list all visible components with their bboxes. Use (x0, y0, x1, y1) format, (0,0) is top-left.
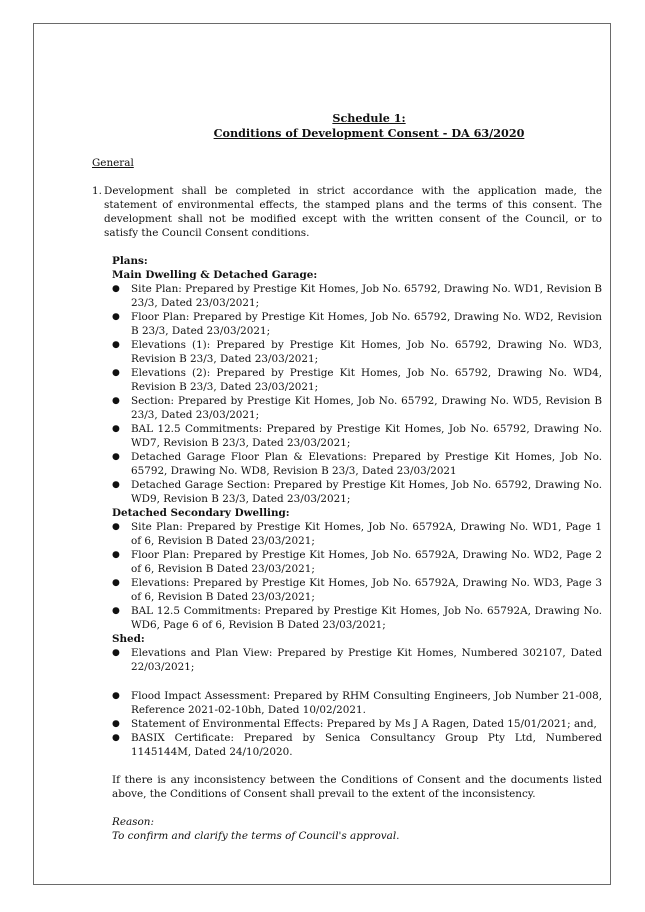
list-item-text: Elevations and Plan View: Prepared by Prestige Kit Homes, Numbered 302107, Dated 22/03/2021; (131, 647, 602, 673)
condition-1 (92, 184, 602, 240)
list-item-text: BASIX Certificate: Prepared by Senica Consultancy Group Pty Ltd, Numbered 1145144M, Dated 24/10/2020. (131, 732, 602, 758)
list-item (112, 520, 602, 548)
inconsistency-paragraph: If there is any inconsistency between the Conditions of Consent and the documents listed above, the Conditions of Consent shall prevail to the extent of the inconsistency. (112, 774, 602, 800)
condition-1-number: 1. (92, 185, 102, 197)
bullet-icon: ● (112, 424, 120, 434)
list-item (112, 282, 602, 310)
plans-section (112, 254, 602, 759)
bullet-icon: ● (112, 480, 120, 490)
list-item-text: Detached Garage Section: Prepared by Prestige Kit Homes, Job No. 65792, Drawing No. WD9, Revision B 23/3, Dated 23/03/2021; (131, 479, 602, 505)
bullet-icon: ● (112, 606, 120, 616)
reason-block (112, 815, 602, 843)
list-item-text: Site Plan: Prepared by Prestige Kit Homes, Job No. 65792A, Drawing No. WD1, Page 1 of 6, Revision B Dated 23/03/2021; (131, 521, 602, 547)
bullet-icon: ● (112, 340, 120, 350)
list-item (112, 310, 602, 338)
schedule-title-line1: Schedule 1: (332, 111, 406, 125)
bullet-icon: ● (112, 396, 120, 406)
list-item (112, 717, 602, 731)
main-dwelling-list (112, 282, 602, 506)
list-item (112, 731, 602, 759)
bullet-icon: ● (112, 691, 120, 701)
shed-list (112, 646, 602, 674)
list-item (112, 646, 602, 674)
list-item (112, 478, 602, 506)
list-item-text: Flood Impact Assessment: Prepared by RHM Consulting Engineers, Job Number 21-008, Reference 2021-02-10bh, Dated 10/02/2021. (131, 690, 602, 716)
list-item-text: Elevations (2): Prepared by Prestige Kit Homes, Job No. 65792, Drawing No. WD4, Revision B 23/3, Dated 23/03/2021; (131, 367, 602, 393)
spacer (112, 674, 602, 689)
list-item-text: Section: Prepared by Prestige Kit Homes, Job No. 65792, Drawing No. WD5, Revision B 23/3, Dated 23/03/2021; (131, 395, 602, 421)
document-body (92, 111, 602, 843)
secondary-dwelling-list (112, 520, 602, 632)
list-item-text: Statement of Environmental Effects: Prepared by Ms J A Ragen, Dated 15/01/2021; and, (131, 718, 597, 730)
list-item-text: Elevations: Prepared by Prestige Kit Homes, Job No. 65792A, Drawing No. WD3, Page 3 of 6, Revision B Dated 23/03/2021; (131, 577, 602, 603)
list-item-text: BAL 12.5 Commitments: Prepared by Prestige Kit Homes, Job No. 65792A, Drawing No. WD6, Page 6 of 6, Revision B Dated 23/03/2021; (131, 605, 602, 631)
bullet-icon: ● (112, 312, 120, 322)
list-item (112, 576, 602, 604)
bullet-icon: ● (112, 368, 120, 378)
list-item-text: Detached Garage Floor Plan & Elevations: Prepared by Prestige Kit Homes, Job No. 65792, Drawing No. WD8, Revision B 23/3, Dated 23/03/2021 (131, 451, 602, 477)
schedule-title (136, 111, 602, 141)
bullet-icon: ● (112, 452, 120, 462)
list-item (112, 338, 602, 366)
bullet-icon: ● (112, 284, 120, 294)
other-documents-list (112, 689, 602, 759)
reason-text: To confirm and clarify the terms of Council's approval. (112, 830, 400, 842)
bullet-icon: ● (112, 522, 120, 532)
list-item (112, 422, 602, 450)
bullet-icon: ● (112, 578, 120, 588)
secondary-dwelling-heading: Detached Secondary Dwelling: (112, 507, 290, 519)
list-item-text: BAL 12.5 Commitments: Prepared by Prestige Kit Homes, Job No. 65792, Drawing No. WD7, Revision B 23/3, Dated 23/03/2021; (131, 423, 602, 449)
condition-1-text: Development shall be completed in strict accordance with the application made, the statement of environmental effects, the stamped plans and the terms of this consent. The development shall not be modified except with the written consent of the Council, or to satisfy the Council Consent conditions. (104, 185, 602, 239)
list-item (112, 689, 602, 717)
general-section-label: General (92, 157, 134, 169)
list-item (112, 366, 602, 394)
list-item-text: Floor Plan: Prepared by Prestige Kit Homes, Job No. 65792, Drawing No. WD2, Revision B 23/3, Dated 23/03/2021; (131, 311, 602, 337)
plans-heading: Plans: (112, 255, 148, 267)
shed-heading: Shed: (112, 633, 145, 645)
list-item (112, 450, 602, 478)
bullet-icon: ● (112, 719, 120, 729)
list-item (112, 604, 602, 632)
bullet-icon: ● (112, 550, 120, 560)
main-dwelling-heading: Main Dwelling & Detached Garage: (112, 269, 318, 281)
list-item (112, 548, 602, 576)
list-item (112, 394, 602, 422)
list-item-text: Site Plan: Prepared by Prestige Kit Homes, Job No. 65792, Drawing No. WD1, Revision B 23/3, Dated 23/03/2021; (131, 283, 602, 309)
bullet-icon: ● (112, 648, 120, 658)
reason-label: Reason: (112, 816, 154, 828)
list-item-text: Elevations (1): Prepared by Prestige Kit Homes, Job No. 65792, Drawing No. WD3, Revision B 23/3, Dated 23/03/2021; (131, 339, 602, 365)
bullet-icon: ● (112, 733, 120, 743)
list-item-text: Floor Plan: Prepared by Prestige Kit Homes, Job No. 65792A, Drawing No. WD2, Page 2 of 6, Revision B Dated 23/03/2021; (131, 549, 602, 575)
schedule-title-line2: Conditions of Development Consent - DA 63/2020 (213, 126, 525, 140)
